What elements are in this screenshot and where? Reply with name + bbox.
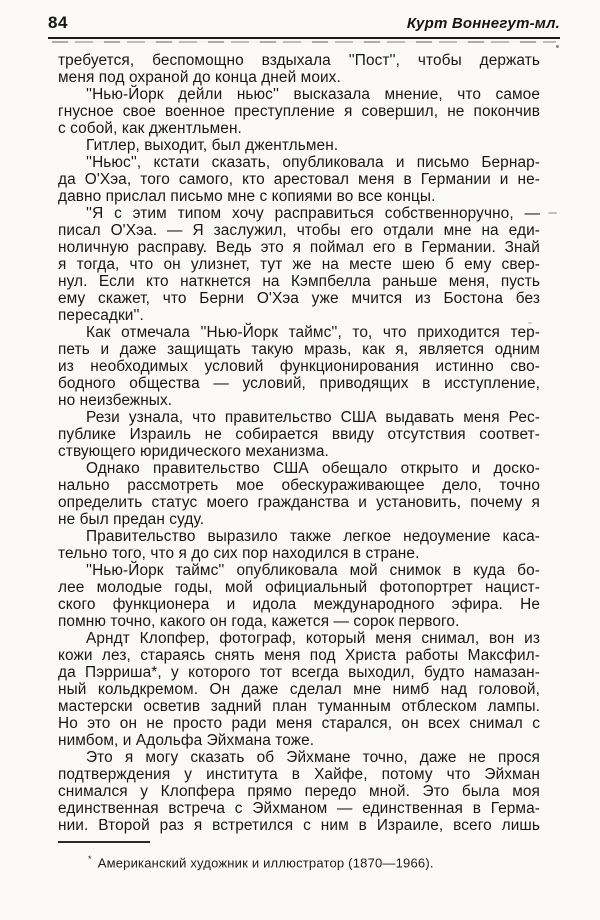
page-number: 84: [48, 13, 68, 32]
text-line: пересадки''.: [58, 307, 144, 324]
text-line: ''Нью-Йорк дейли ньюс'' высказала мнение, что самое: [86, 86, 540, 103]
text-line: меня под охраной до конца дней моих.: [58, 69, 341, 86]
header-rule-scan-ghost: [52, 41, 556, 43]
text-line: Но это он не просто ради меня старался, он всех снимал с: [58, 715, 540, 732]
paragraph: [58, 52, 540, 86]
text-line: да Пэрриша*, у которого тот всегда выходил, будто намазан-: [58, 664, 540, 681]
paragraph: [58, 562, 540, 630]
text-line: ный кольдкремом. Он даже сделал мне нимб над головой,: [58, 681, 540, 698]
text-line: мастерски осветив задний план туманным отблеском лампы.: [58, 698, 540, 715]
text-line: но неизбежных.: [58, 392, 173, 409]
footnote-text: Американский художник и иллюстратор (1870—1966).: [97, 855, 434, 871]
text-line: ского функционера и идола международного эфира. Не: [58, 596, 540, 613]
paragraph: [58, 86, 540, 137]
text-line: Это я могу сказать об Эйхмане точно, даже не прося: [86, 749, 540, 766]
text-line: давно прислал письмо мне с копиями во все концы.: [58, 188, 436, 205]
footnote-separator-rule: [58, 841, 150, 843]
footnote: [88, 851, 540, 871]
text-line: требуется, беспомощно вздыхала ''Пост'', чтобы держать: [58, 52, 540, 69]
text-line: из необходимых условий функционирования истинно сво-: [58, 358, 540, 375]
paragraph: [58, 528, 540, 562]
text-line: Однако правительство США обещало открыто и доско-: [86, 460, 540, 477]
text-line: гнусное свое военное преступление я совершил, не покончив: [58, 103, 540, 120]
text-line: нально рассмотреть мое обескураживающее дело, точно: [58, 477, 540, 494]
text-line: публике Израиль не собирается ввиду отсутствия соответ-: [58, 426, 540, 443]
text-line: определить статус моего гражданства и установить, почему я: [58, 494, 540, 511]
text-line: снимался у Клопфера прямо передо мной. Это была моя: [58, 783, 540, 800]
paragraph: [58, 324, 540, 409]
text-line: Правительство выразило также легкое недоумение каса-: [86, 528, 540, 545]
text-line: единственная встреча с Эйхманом — единственная в Герма-: [58, 800, 540, 817]
text-line: бодного общества — условий, приводящих в исступление,: [58, 375, 540, 392]
text-line: Рези узнала, что правительство США выдавать меня Рес-: [86, 409, 540, 426]
text-line: Арндт Клопфер, фотограф, который меня снимал, вон из: [86, 630, 540, 647]
text-line: нул. Если кто наткнется на Кэмпбелла раньше меня, пусть: [58, 273, 540, 290]
text-line: ''Я с этим типом хочу расправиться собственноручно, —: [86, 205, 540, 222]
paragraph: [58, 460, 540, 528]
text-line: да О'Хэа, того самого, кто арестовал меня в Германии и не-: [58, 171, 540, 188]
text-line: ноличную расправу. Ведь это я поймал его в Германии. Знай: [58, 239, 540, 256]
text-line: я тогда, что он улизнет, тут же на месте шею б ему свер-: [58, 256, 540, 273]
scan-speck: [548, 212, 557, 214]
text-body: [58, 52, 540, 834]
paragraph: [58, 205, 540, 324]
text-line: не был предан суду.: [58, 511, 205, 528]
text-line: ''Нью-Йорк таймс'' опубликовала мой снимок в куда бо-: [86, 562, 540, 579]
running-header: [48, 13, 560, 39]
footnote-marker: *: [88, 854, 92, 864]
text-line: лее молодые годы, мой официальный фотопортрет нацист-: [58, 579, 540, 596]
paragraph: [58, 154, 540, 205]
text-line: нии. Второй раз я встретился с ним в Израиле, всего лишь: [58, 817, 540, 834]
paragraph: [58, 630, 540, 749]
scan-speck: [528, 322, 532, 324]
text-line: ''Ньюс'', кстати сказать, опубликовала и письмо Бернар-: [86, 154, 540, 171]
text-line: писал О'Хэа. — Я заслужил, чтобы его отдали мне на еди-: [58, 222, 540, 239]
text-line: Гитлер, выходит, был джентльмен.: [86, 137, 339, 154]
text-line: тельно того, что я до сих пор находился в стране.: [58, 545, 420, 562]
scan-speck: [556, 45, 559, 48]
text-line: нимбом, и Адольфа Эйхмана тоже.: [58, 732, 315, 749]
text-line: ствующего юридического механизма.: [58, 443, 329, 460]
text-line: подтверждения у института в Хайфе, потому что Эйхман: [58, 766, 540, 783]
text-line: петь и даже защищать такую мразь, как я, является одним: [58, 341, 540, 358]
text-line: ему скажет, что Берни О'Хэа уже мчится из Бостона без: [58, 290, 540, 307]
text-line: с собой, как джентльмен.: [58, 120, 242, 137]
paragraph: [58, 409, 540, 460]
text-line: помню точно, какого он года, кажется — сорок первого.: [58, 613, 460, 630]
paragraph: [58, 137, 540, 154]
paragraph: [58, 749, 540, 834]
running-header-author: Курт Воннегут-мл.: [406, 15, 560, 32]
text-line: кожи лез, стараясь снять меня под Христа работы Максфил-: [58, 647, 540, 664]
text-line: Как отмечала ''Нью-Йорк таймс'', то, что приходится тер-: [86, 324, 540, 341]
